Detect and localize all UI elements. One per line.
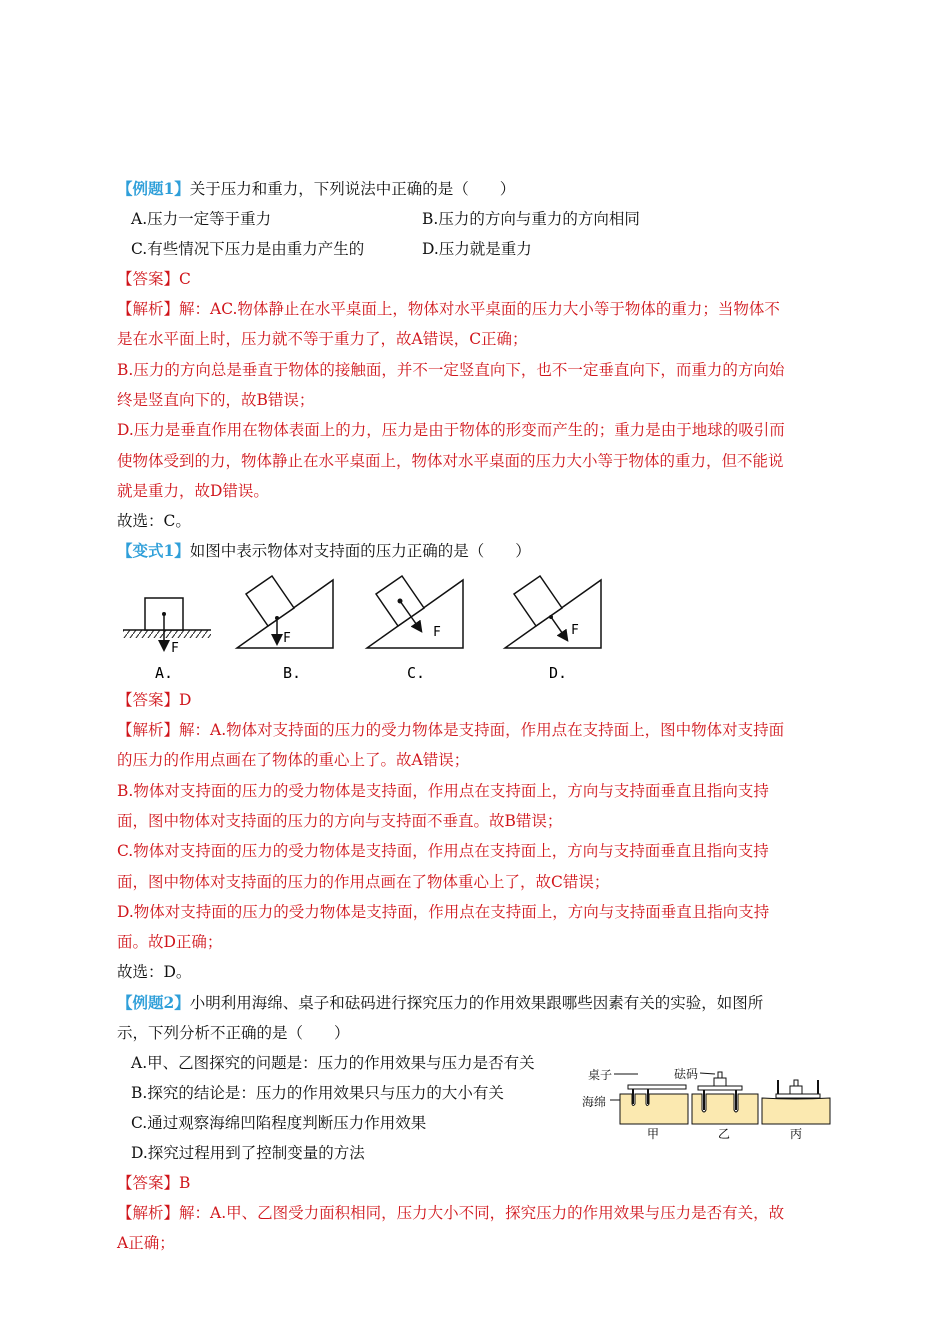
example1-tag: 【例题1】 [117, 179, 190, 198]
example1-analysis-line: 是在水平面上时，压力就不等于重力了，故A错误，C正确； [117, 330, 528, 348]
example2-option-a: A.甲、乙图探究的问题是：压力的作用效果与压力是否有关 [131, 1054, 535, 1072]
example1-analysis-line: 就是重力，故D错误。 [117, 482, 269, 500]
variant1-analysis-line: 【解析】解：A.物体对支持面的压力的受力物体是支持面，作用点在支持面上，图中物体对支持面 [117, 721, 785, 739]
sponge-b [692, 1072, 758, 1141]
label-c: 丙 [790, 1127, 803, 1141]
example1-question: 【例题1】关于压力和重力，下列说法中正确的是（ ） [117, 179, 516, 198]
example2-question-cont: 示，下列分析不正确的是（ ） [117, 1024, 350, 1042]
example1-analysis-line: 终是竖直向下的，故B错误； [117, 391, 315, 409]
variant1-analysis-line: 的压力的作用点画在了物体的重心上了。故A错误； [117, 751, 470, 769]
figure-b [237, 576, 333, 682]
example2-answer: 【答案】B [117, 1174, 191, 1192]
sponge-c [762, 1080, 830, 1141]
example2-question: 【例题2】小明利用海绵、桌子和砝码进行探究压力的作用效果跟哪些因素有关的实验，如图所 [117, 993, 764, 1012]
svg-text:F: F [433, 625, 441, 640]
label-b: 乙 [718, 1127, 731, 1141]
figure-label-c: C. [407, 664, 426, 682]
variant1-analysis-line: 面。故D正确； [117, 933, 223, 951]
variant1-question: 【变式1】如图中表示物体对支持面的压力正确的是（ ） [117, 541, 531, 560]
variant1-analysis-line: D.物体对支持面的压力的受力物体是支持面，作用点在支持面上，方向与支持面垂直且指向支持 [117, 903, 770, 921]
variant1-analysis-line: C.物体对支持面的压力的受力物体是支持面，作用点在支持面上，方向与支持面垂直且指向支持 [117, 842, 769, 860]
example2-analysis-line: 【解析】解：A.甲、乙图受力面积相同，压力大小不同，探究压力的作用效果与压力是否有关，故 [117, 1204, 785, 1222]
example1-conclusion: 故选：C。 [117, 512, 191, 530]
variant1-analysis-line: 面，图中物体对支持面的压力的作用点画在了物体重心上了，故C错误； [117, 873, 610, 891]
svg-text:F: F [571, 623, 579, 638]
figure-a [123, 598, 211, 682]
variant1-analysis-line: B.物体对支持面的压力的受力物体是支持面，作用点在支持面上，方向与支持面垂直且指向支持 [117, 782, 769, 800]
variant1-tag: 【变式1】 [117, 541, 190, 560]
figure-c [367, 576, 463, 682]
label-weight: 砝码 [674, 1067, 699, 1081]
example1-analysis-line: B.压力的方向总是垂直于物体的接触面，并不一定竖直向下，也不一定垂直向下，而重力的方向始 [117, 361, 785, 379]
example2-tag: 【例题2】 [117, 993, 190, 1012]
example1-option-c: C.有些情况下压力是由重力产生的 [131, 240, 365, 258]
example1-analysis-line: D.压力是垂直作用在物体表面上的力，压力是由于物体的形变而产生的；重力是由于地球的吸引而 [117, 421, 785, 439]
example1-answer: 【答案】C [117, 270, 191, 288]
example1-option-b: B.压力的方向与重力的方向相同 [422, 210, 640, 228]
sponge-experiment-figure [580, 1060, 842, 1142]
sponge-a [620, 1085, 688, 1141]
figure-label-b: B. [283, 664, 302, 682]
variant1-analysis-line: 面，图中物体对支持面的压力的方向与支持面不垂直。故B错误； [117, 812, 563, 830]
figure-d [505, 576, 601, 682]
example1-option-d: D.压力就是重力 [422, 240, 532, 258]
force-label: F [171, 641, 179, 656]
example2-analysis-line: A正确； [117, 1234, 175, 1252]
example1-analysis-line: 【解析】解：AC.物体静止在水平桌面上，物体对水平桌面的压力大小等于物体的重力；当物体不 [117, 300, 780, 318]
label-table: 桌子 [588, 1068, 613, 1082]
example1-analysis-line: 使物体受到的力，物体静止在水平桌面上，物体对水平桌面的压力大小等于物体的重力，但不能说 [117, 452, 784, 470]
figure-label-a: A. [155, 664, 174, 682]
svg-text:F: F [283, 631, 291, 646]
pressure-force-figure [115, 570, 615, 685]
figure-label-d: D. [549, 664, 568, 682]
example2-option-b: B.探究的结论是：压力的作用效果只与压力的大小有关 [131, 1084, 504, 1102]
example1-option-a: A.压力一定等于重力 [131, 210, 272, 228]
example2-option-c: C.通过观察海绵凹陷程度判断压力作用效果 [131, 1114, 427, 1132]
variant1-answer: 【答案】D [117, 691, 192, 709]
label-a: 甲 [647, 1127, 660, 1141]
label-sponge: 海绵 [582, 1095, 607, 1109]
example2-option-d: D.探究过程用到了控制变量的方法 [131, 1144, 365, 1162]
variant1-conclusion: 故选：D。 [117, 963, 192, 981]
